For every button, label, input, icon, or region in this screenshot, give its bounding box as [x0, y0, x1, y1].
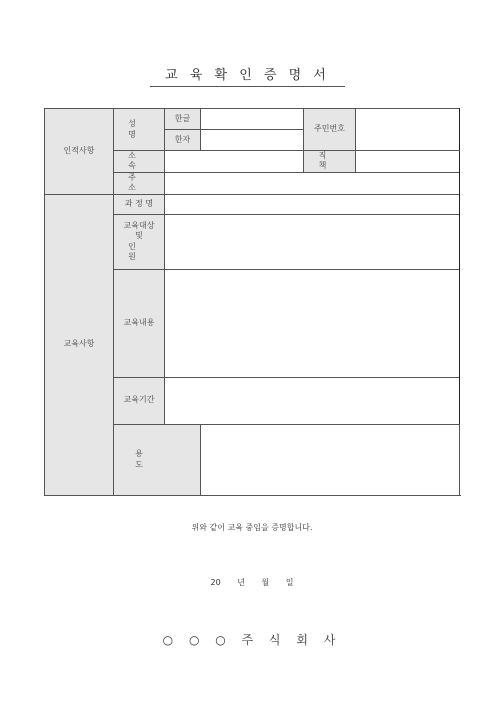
certificate-form — [44, 108, 460, 496]
position-field[interactable] — [356, 151, 460, 173]
personal-section-label: 인적사항 — [45, 109, 114, 195]
course-name-label: 과 정 명 — [114, 194, 165, 214]
content-field[interactable] — [165, 269, 460, 377]
affiliation-field[interactable] — [165, 151, 304, 173]
target-label-line3: 인 원 — [128, 241, 150, 261]
target-label-line1: 교육대상 — [123, 220, 155, 230]
target-label-line2: 및 — [135, 231, 143, 241]
hangul-name-field[interactable] — [201, 109, 304, 130]
company-name: ○ ○ ○ 주 식 회 사 — [162, 633, 342, 647]
date-line: 20 년 월 일 — [210, 578, 294, 587]
purpose-field[interactable] — [201, 424, 460, 495]
content-label: 교육내용 — [114, 269, 165, 377]
target-label — [114, 214, 165, 269]
affiliation-label: 소 속 — [114, 151, 165, 173]
target-field[interactable] — [165, 214, 460, 269]
name-label: 성 명 — [114, 109, 165, 151]
address-label: 주 소 — [114, 172, 165, 194]
hangul-label: 한글 — [165, 109, 201, 130]
education-section-label: 교육사항 — [45, 194, 114, 495]
document-title: 교 육 확 인 증 명 서 — [150, 64, 345, 87]
course-name-field[interactable] — [165, 194, 460, 214]
hanja-label: 한자 — [165, 130, 201, 151]
period-label: 교육기간 — [114, 377, 165, 424]
position-label: 직 책 — [304, 151, 356, 173]
certification-statement: 위와 같이 교육 중임을 증명합니다. — [191, 523, 313, 532]
period-field[interactable] — [165, 377, 460, 424]
address-field[interactable] — [165, 172, 460, 194]
id-number-field[interactable] — [356, 109, 460, 151]
purpose-label: 용 도 — [114, 424, 201, 495]
id-number-label: 주민번호 — [304, 109, 356, 151]
hanja-name-field[interactable] — [201, 130, 304, 151]
